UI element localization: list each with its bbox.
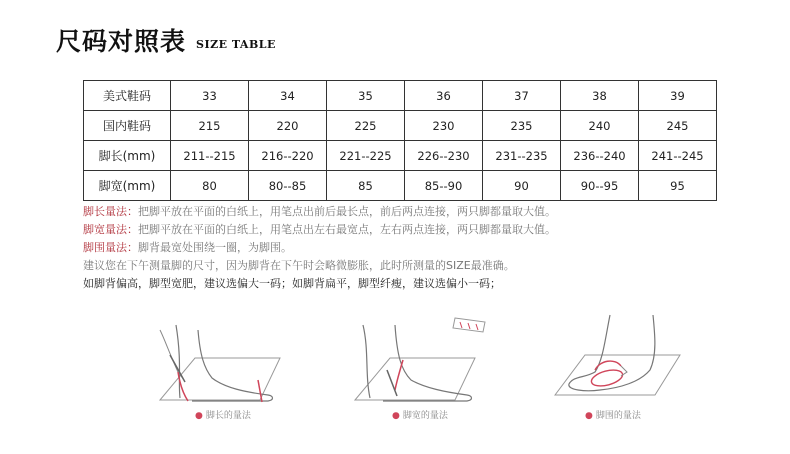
table-cell: 36: [405, 81, 483, 111]
table-cell: 216--220: [249, 141, 327, 171]
row-header: 脚宽(mm): [84, 171, 171, 201]
table-cell: 37: [483, 81, 561, 111]
note-tip: 如脚背偏高，脚型宽肥，建议选偏大一码；如脚背扁平，脚型纤瘦，建议选偏小一码；: [83, 277, 501, 290]
table-cell: 221--225: [327, 141, 405, 171]
note-girth: [83, 239, 556, 257]
table-cell: 85: [327, 171, 405, 201]
table-cell: 245: [639, 111, 717, 141]
row-header: 国内鞋码: [84, 111, 171, 141]
table-cell: 33: [171, 81, 249, 111]
note-length: [83, 203, 556, 221]
measurement-notes: [83, 203, 556, 293]
table-cell: 90--95: [561, 171, 639, 201]
table-row: [84, 81, 717, 111]
table-cell: 90: [483, 171, 561, 201]
page-title: 尺码对照表: [56, 27, 187, 56]
table-cell: 241--245: [639, 141, 717, 171]
caption-foot-length: ● 脚长的量法: [195, 411, 251, 421]
row-header: 脚长(mm): [84, 141, 171, 171]
table-row: [84, 111, 717, 141]
table-row: [84, 141, 717, 171]
note-width: [83, 221, 556, 239]
note-text: 把脚平放在平面的白纸上，用笔点出前后最长点，前后两点连接，两只脚都量取大值。: [138, 205, 556, 218]
table-cell: 230: [405, 111, 483, 141]
table-cell: 215: [171, 111, 249, 141]
caption-foot-girth: ● 脚围的量法: [585, 411, 641, 421]
table-cell: 225: [327, 111, 405, 141]
table-cell: 39: [639, 81, 717, 111]
table-cell: 38: [561, 81, 639, 111]
note-label: 脚宽量法：: [83, 223, 138, 236]
table-cell: 220: [249, 111, 327, 141]
note-label: 脚长量法：: [83, 205, 138, 218]
table-cell: 85--90: [405, 171, 483, 201]
table-row: [84, 171, 717, 201]
note-label: 脚围量法：: [83, 241, 138, 254]
table-cell: 240: [561, 111, 639, 141]
table-cell: 34: [249, 81, 327, 111]
table-cell: 226--230: [405, 141, 483, 171]
note-advice: 建议您在下午测量脚的尺寸，因为脚背在下午时会略微膨胀，此时所测量的SIZE最准确。: [83, 259, 515, 272]
note-text: 脚背最宽处围绕一圈，为脚围。: [138, 241, 292, 254]
note-text: 把脚平放在平面的白纸上，用笔点出左右最宽点，左右两点连接，两只脚都量取大值。: [138, 223, 556, 236]
page-subtitle: SIZE TABLE: [196, 38, 276, 51]
table-cell: 35: [327, 81, 405, 111]
table-cell: 236--240: [561, 141, 639, 171]
table-cell: 80: [171, 171, 249, 201]
caption-foot-width: ● 脚宽的量法: [392, 411, 448, 421]
table-cell: 95: [639, 171, 717, 201]
size-table: [83, 80, 717, 201]
table-cell: 211--215: [171, 141, 249, 171]
table-cell: 235: [483, 111, 561, 141]
table-cell: 80--85: [249, 171, 327, 201]
row-header: 美式鞋码: [84, 81, 171, 111]
table-cell: 231--235: [483, 141, 561, 171]
